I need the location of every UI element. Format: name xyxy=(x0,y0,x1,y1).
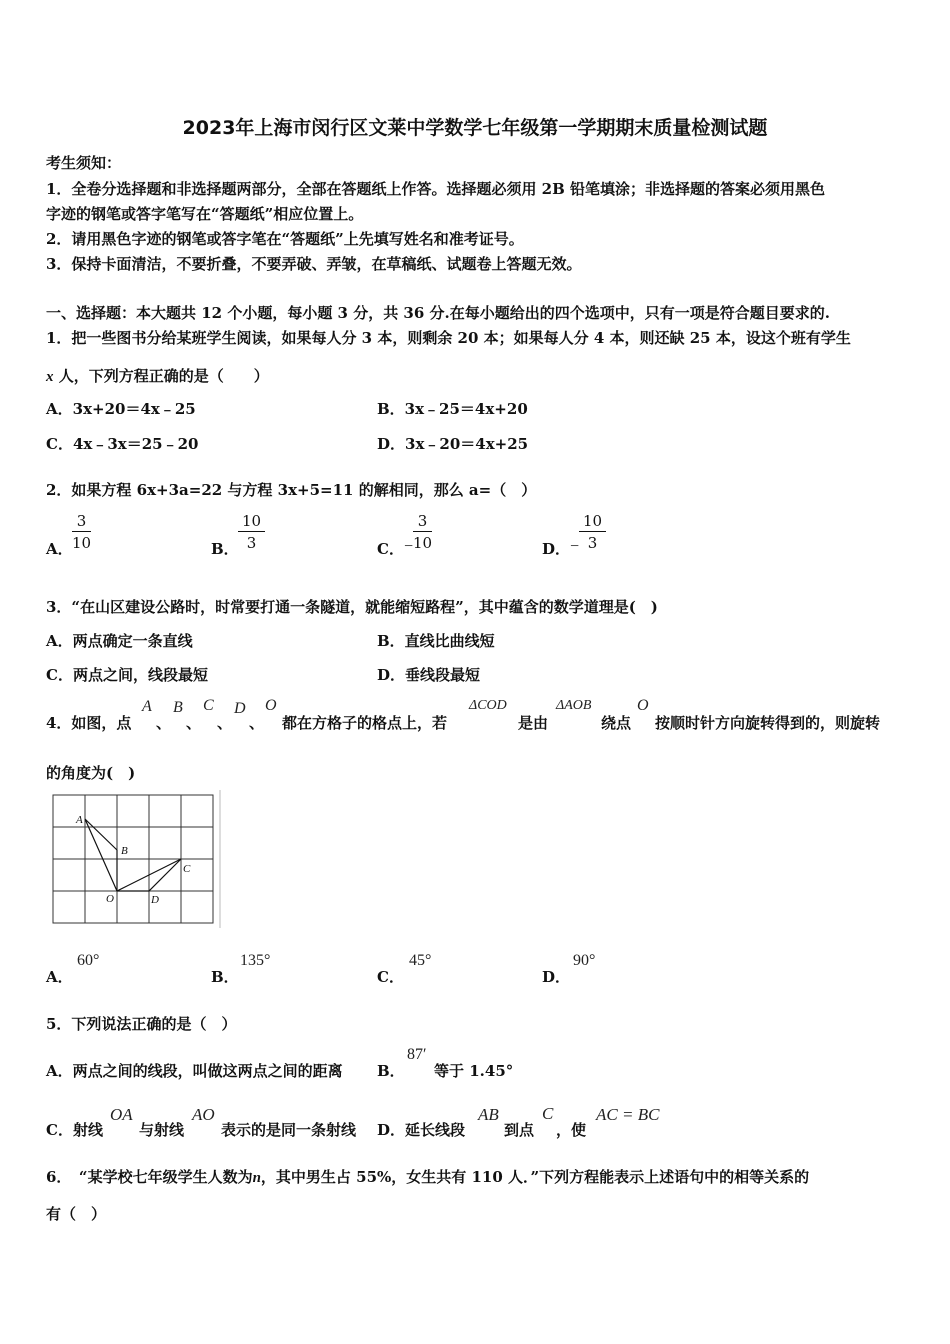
q4-option-b-label[interactable]: B． xyxy=(211,968,239,986)
q1-option-b[interactable]: B．3x﹣25＝4x+20 xyxy=(377,400,528,418)
q5-stem: 5．下列说法正确的是（ ） xyxy=(46,1015,237,1033)
q4-point-d: D xyxy=(234,700,246,717)
q5-option-c-label[interactable]: C．射线 xyxy=(46,1121,103,1139)
q4-point-a: A xyxy=(142,698,152,715)
q1-stem-2 xyxy=(46,365,269,386)
q4-stem-a: 4．如图，点 xyxy=(46,714,132,732)
q4-point-o-2: O xyxy=(637,697,649,714)
q2-c-num: 3 xyxy=(413,511,432,532)
q5-ray-ao: AO xyxy=(192,1105,215,1124)
q4-point-b: B xyxy=(173,699,183,716)
fig-label-d: D xyxy=(151,894,159,906)
q2-stem: 2．如果方程 6x+3a=22 与方程 3x+5=11 的解相同，那么 a=（ ） xyxy=(46,481,537,499)
q5-option-d-label[interactable]: D．延长线段 xyxy=(377,1121,466,1139)
q5-option-d-mid2: ，使 xyxy=(556,1121,587,1139)
q6-stem-1b: ，其中男生占 55%，女生共有 110 人．”下列方程能表示上述语句中的相等关系的 xyxy=(260,1168,810,1186)
q2-c-den: 10 xyxy=(413,534,433,552)
q5-option-b-label[interactable]: B． xyxy=(377,1062,405,1080)
q3-option-c[interactable]: C．两点之间，线段最短 xyxy=(46,666,208,684)
q2-d-num: 10 xyxy=(579,511,606,532)
q4-stem-d: 绕点 xyxy=(601,714,632,732)
q4-triangle-aob: ΔAOB xyxy=(556,698,592,713)
notice-item-1a: 1．全卷分选择题和非选择题两部分，全部在答题纸上作答。选择题必须用 2B 铅笔填涂；非选择题的答案必须用黑色 xyxy=(46,180,826,198)
q2-a-den: 10 xyxy=(72,534,92,552)
q5-option-a[interactable]: A．两点之间的线段，叫做这两点之间的距离 xyxy=(46,1062,343,1080)
q2-option-d-fraction xyxy=(579,511,606,554)
q2-d-sign: − xyxy=(570,538,580,555)
q3-option-b[interactable]: B．直线比曲线短 xyxy=(377,632,495,650)
q2-d-den: 3 xyxy=(587,534,598,552)
q1-option-a[interactable]: A．3x+20＝4x﹣25 xyxy=(46,400,196,418)
q2-option-d-label[interactable]: D． xyxy=(542,540,571,558)
q4-grid-figure xyxy=(50,790,226,930)
q5-option-c-tail: 表示的是同一条射线 xyxy=(221,1121,357,1139)
q2-a-num: 3 xyxy=(72,511,91,532)
q1-option-c[interactable]: C．4x﹣3x＝25﹣20 xyxy=(46,435,199,453)
q5-option-b-value: 87′ xyxy=(407,1046,427,1063)
q4-option-d-value: 90° xyxy=(573,952,596,969)
q4-triangle-cod: ΔCOD xyxy=(469,698,507,713)
notice-item-3: 3．保持卡面清洁，不要折叠，不要弄破、弄皱，在草稿纸、试题卷上答题无效。 xyxy=(46,255,582,273)
q5-point-c: C xyxy=(542,1104,554,1123)
q4-option-a-label[interactable]: A． xyxy=(46,968,73,986)
q2-b-num: 10 xyxy=(238,511,265,532)
q2-option-a-label[interactable]: A． xyxy=(46,540,73,558)
q4-option-d-label[interactable]: D． xyxy=(542,968,571,986)
q3-stem: 3．“在山区建设公路时，时常要打通一条隧道，就能缩短路程”，其中蕴含的数学道理是( ) xyxy=(46,598,658,616)
page-title: 2023年上海市闵行区文莱中学数学七年级第一学期期末质量检测试题 xyxy=(182,117,768,139)
q4-sep-2: 、 xyxy=(186,714,202,732)
fig-label-b: B xyxy=(121,845,128,857)
q5-equation: AC = BC xyxy=(596,1105,660,1124)
q4-sep-1: 、 xyxy=(156,714,172,732)
q4-option-b-value: 135° xyxy=(240,952,271,969)
q4-option-c-value: 45° xyxy=(409,952,432,969)
q1-option-d[interactable]: D．3x﹣20＝4x+25 xyxy=(377,435,529,453)
q3-option-a[interactable]: A．两点确定一条直线 xyxy=(46,632,193,650)
q2-option-b-label[interactable]: B． xyxy=(211,540,239,558)
notice-item-1b: 字迹的钢笔或答字笔写在“答题纸”相应位置上。 xyxy=(46,205,364,223)
q2-c-sign: − xyxy=(404,538,414,555)
q4-stem-c: 是由 xyxy=(518,714,549,732)
q2-option-c-fraction xyxy=(413,511,432,554)
q4-sep-3: 、 xyxy=(217,714,233,732)
q5-segment-ab: AB xyxy=(478,1105,499,1124)
section-heading: 一、选择题：本大题共 12 个小题，每小题 3 分，共 36 分.在每小题给出的四个选项中，只有一项是符合题目要求的. xyxy=(46,304,830,322)
q2-option-a-fraction xyxy=(72,511,91,554)
notice-heading: 考生须知： xyxy=(46,154,122,172)
q2-option-b-fraction xyxy=(238,511,265,554)
q6-stem-1a: 6． “某学校七年级学生人数为 xyxy=(46,1168,253,1186)
q1-stem-2-text: 人，下列方程正确的是（ ） xyxy=(53,367,269,385)
q5-option-d-mid: 到点 xyxy=(504,1121,535,1139)
q4-sep-4: 、 xyxy=(249,714,265,732)
q4-point-c: C xyxy=(203,697,214,714)
q2-b-den: 3 xyxy=(246,534,257,552)
q6-stem-2: 有（ ） xyxy=(46,1205,107,1223)
q6-var: n xyxy=(252,1170,261,1186)
q1-stem-1: 1．把一些图书分给某班学生阅读，如果每人分 3 本，则剩余 20 本；如果每人分 4 本，则还缺 25 本，设这个班有学生 xyxy=(46,329,851,347)
q4-stem-b: 都在方格子的格点上，若 xyxy=(282,714,448,732)
q4-option-a-value: 60° xyxy=(77,952,100,969)
notice-item-2: 2．请用黑色字迹的钢笔或答字笔在“答题纸”上先填写姓名和准考证号。 xyxy=(46,230,524,248)
q1-var: x xyxy=(46,369,54,385)
q4-stem-f: 的角度为( ) xyxy=(46,764,136,782)
q4-point-o: O xyxy=(265,697,277,714)
q2-option-c-label[interactable]: C． xyxy=(377,540,404,558)
q6-stem-1 xyxy=(46,1166,809,1187)
q3-option-d[interactable]: D．垂线段最短 xyxy=(377,666,481,684)
q4-stem-e: 按顺时针方向旋转得到的，则旋转 xyxy=(655,714,881,732)
q5-ray-oa: OA xyxy=(110,1105,133,1124)
fig-label-o: O xyxy=(106,893,114,905)
q5-option-b-tail: 等于 1.45° xyxy=(434,1062,514,1080)
fig-label-a: A xyxy=(76,814,83,826)
q4-option-c-label[interactable]: C． xyxy=(377,968,404,986)
fig-label-c: C xyxy=(183,863,191,875)
q5-option-c-mid: 与射线 xyxy=(139,1121,185,1139)
